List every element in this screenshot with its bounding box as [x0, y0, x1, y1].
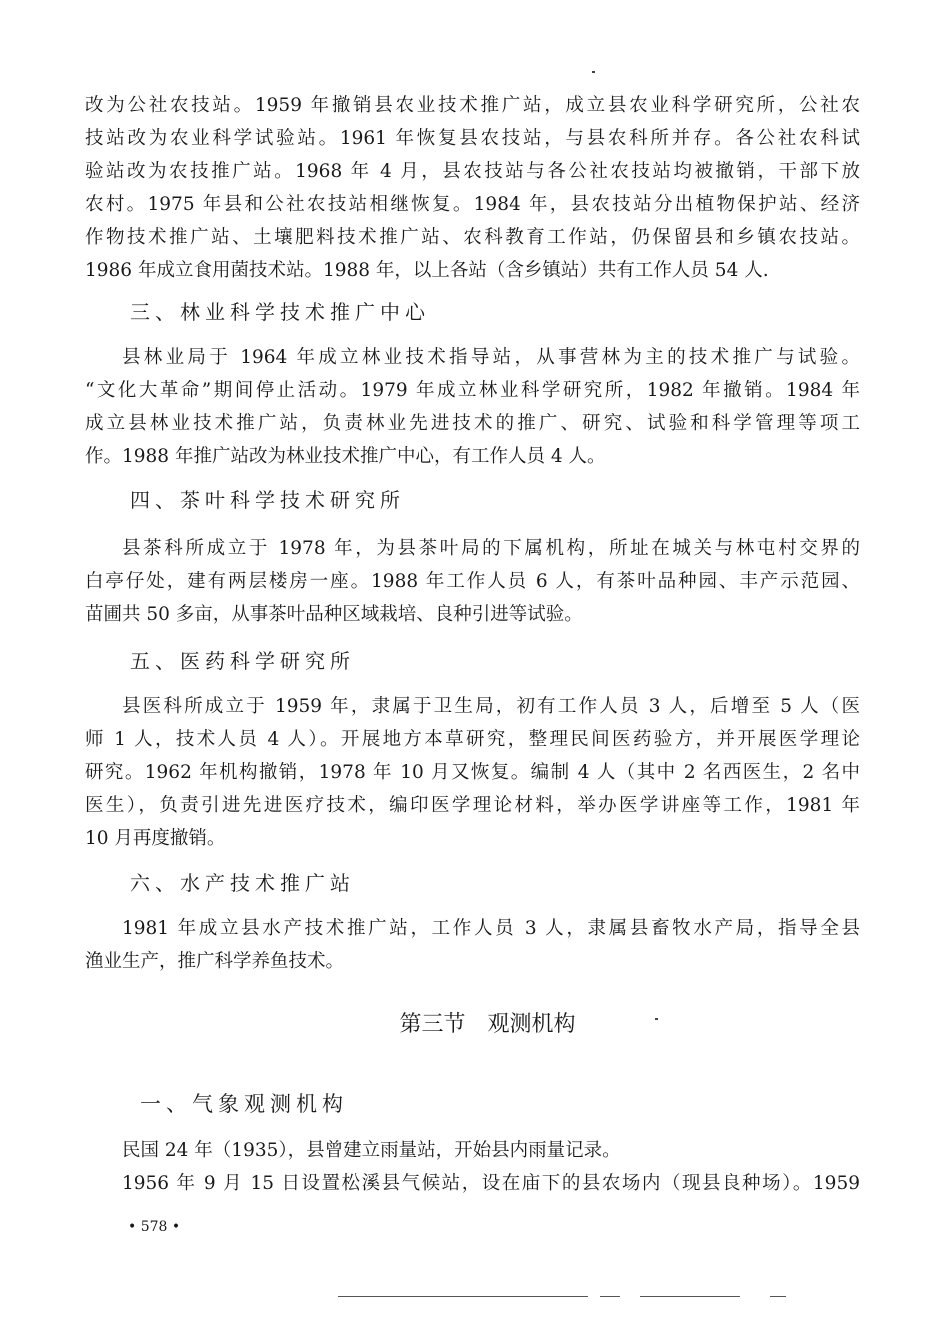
- text-line: 成立县林业技术推广站，负责林业先进技术的推广、研究、试验和科学管理等项工: [85, 413, 860, 434]
- text-line: 研究。1962 年机构撤销，1978 年 10 月又恢复。编制 4 人（其中 2 名西医生，2 名中: [85, 762, 860, 783]
- text-line: 改为公社农技站。1959 年撤销县农业技术推广站，成立县农业科学研究所，公社农: [85, 95, 860, 116]
- heading-weather-observation: 一、气象观测机构: [140, 1092, 348, 1116]
- heading-forestry-center: 三、林业科学技术推广中心: [130, 300, 430, 324]
- heading-tea-institute: 四、茶叶科学技术研究所: [130, 488, 405, 512]
- scan-rule: [338, 1296, 588, 1297]
- text-line: 县医科所成立于 1959 年，隶属于卫生局，初有工作人员 3 人，后增至 5 人（医: [122, 696, 860, 717]
- text-line: 农村。1975 年县和公社农技站相继恢复。1984 年，县农技站分出植物保护站、经济: [85, 194, 860, 215]
- scan-rule: [640, 1296, 740, 1297]
- heading-medical-institute: 五、医药科学研究所: [130, 649, 355, 673]
- text-line: 白亭仔处，建有两层楼房一座。1988 年工作人员 6 人，有茶叶品种园、丰产示范园、: [85, 571, 860, 592]
- text-line: 技站改为农业科学试验站。1961 年恢复县农技站，与县农科所并存。各公社农科试: [85, 128, 860, 149]
- scan-rule: [770, 1296, 786, 1297]
- text-line: 作。1988 年推广站改为林业技术推广中心，有工作人员 4 人。: [85, 446, 606, 467]
- scan-speck: [592, 71, 595, 73]
- scan-speck: [655, 1018, 658, 1020]
- scan-rule: [600, 1296, 620, 1297]
- text-line: 10 月再度撤销。: [85, 828, 226, 849]
- section-title: 第三节 观测机构: [399, 1012, 576, 1037]
- text-line: 作物技术推广站、土壤肥料技术推广站、农科教育工作站，仍保留县和乡镇农技站。: [85, 227, 860, 248]
- text-line: 苗圃共 50 多亩，从事茶叶品种区域栽培、良种引进等试验。: [85, 604, 583, 625]
- heading-aquatic-station: 六、水产技术推广站: [130, 871, 355, 895]
- text-line: 县茶科所成立于 1978 年，为县茶叶局的下属机构，所址在城关与林屯村交界的: [122, 538, 860, 559]
- text-line: 1956 年 9 月 15 日设置松溪县气候站，设在庙下的县农场内（现县良种场）。1959: [122, 1173, 860, 1194]
- text-line: 师 1 人，技术人员 4 人）。开展地方本草研究，整理民间医药验方，并开展医学理论: [85, 729, 860, 750]
- text-line: 民国 24 年（1935），县曾建立雨量站，开始县内雨量记录。: [122, 1140, 621, 1161]
- text-line: 1981 年成立县水产技术推广站，工作人员 3 人，隶属县畜牧水产局，指导全县: [122, 918, 860, 939]
- page-number: • 578 •: [128, 1219, 181, 1235]
- text-line: 1986 年成立食用菌技术站。1988 年，以上各站（含乡镇站）共有工作人员 54 人.: [85, 260, 769, 281]
- text-line: 验站改为农技推广站。1968 年 4 月，县农技站与各公社农技站均被撤销，干部下放: [85, 161, 860, 182]
- text-line: 医生），负责引进先进医疗技术，编印医学理论材料，举办医学讲座等工作，1981 年: [85, 795, 860, 816]
- text-line: 渔业生产，推广科学养鱼技术。: [85, 951, 345, 972]
- text-line: 县林业局于 1964 年成立林业技术指导站，从事营林为主的技术推广与试验。: [122, 347, 860, 368]
- text-line: “文化大革命”期间停止活动。1979 年成立林业科学研究所，1982 年撤销。1984 年: [85, 380, 860, 401]
